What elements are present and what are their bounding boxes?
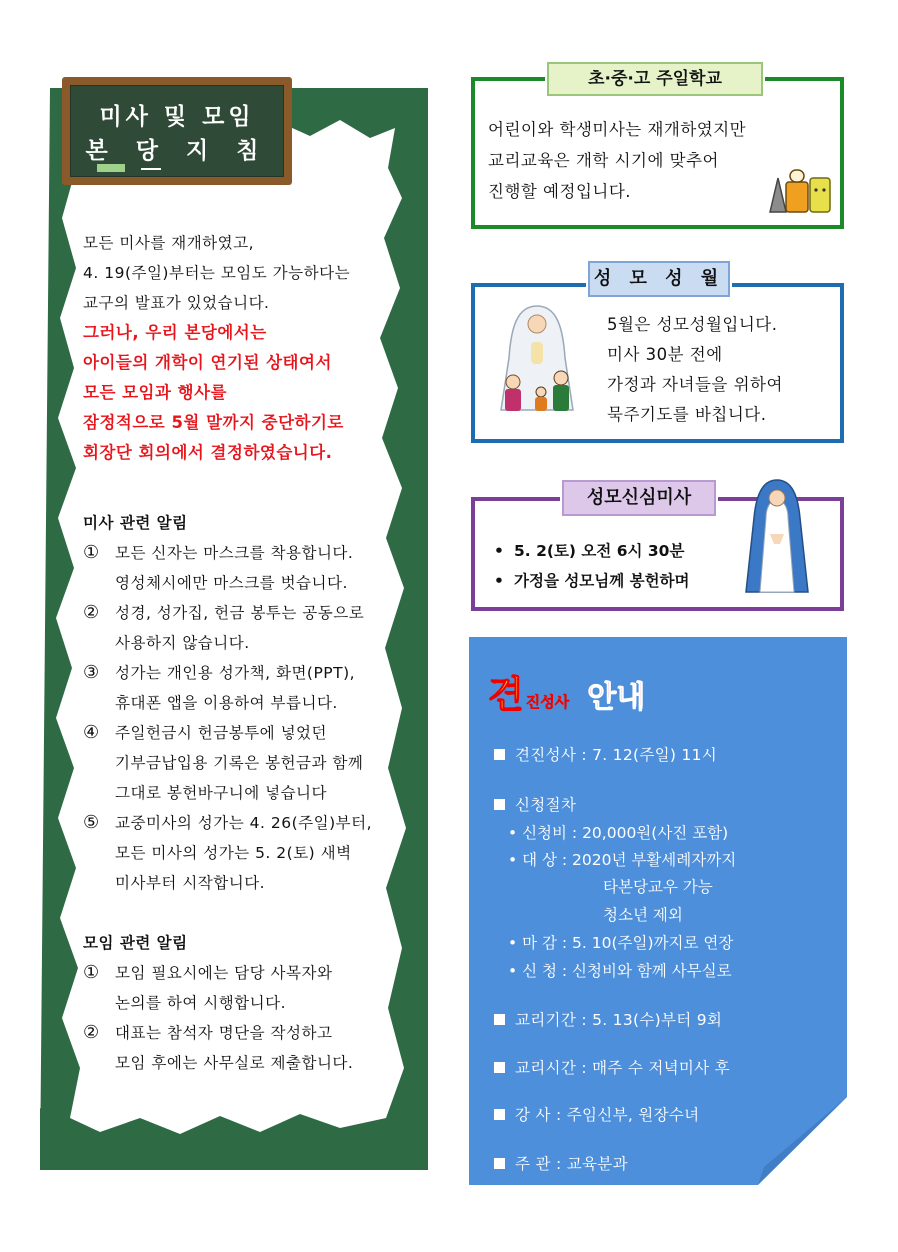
sunday-school-line: 교리교육은 개학 시기에 맞추어 bbox=[488, 151, 719, 170]
target-line: 청소년 제외 bbox=[603, 906, 683, 924]
lecturer-line bbox=[494, 1103, 699, 1125]
fee-line: • 신청비 : 20,000원(사진 포함) bbox=[508, 824, 729, 842]
bullet-icon: • bbox=[494, 542, 504, 560]
item-line: 휴대폰 앱을 이용하여 부릅니다. bbox=[115, 694, 338, 712]
devotion-mass-text bbox=[494, 536, 690, 596]
item-line: 교중미사의 성가는 4. 26(주일)부터, bbox=[115, 814, 372, 832]
item-line: 그대로 봉헌바구니에 넣습니다 bbox=[115, 784, 328, 802]
notice-line: 그러나, 우리 본당에서는 bbox=[83, 323, 267, 342]
devotion-mass-line-text: 가정을 성모님께 봉헌하며 bbox=[514, 572, 690, 590]
marian-month-tag: 성 모 성 월 bbox=[586, 259, 732, 299]
mass-section-title: 미사 관련 알림 bbox=[83, 514, 188, 532]
item-line: 모임 필요시에는 담당 사목자와 bbox=[115, 964, 333, 982]
chalkboard-title bbox=[62, 77, 292, 185]
item-number: ③ bbox=[83, 662, 100, 683]
notice-line: 아이들의 개학이 연기된 상태여서 bbox=[83, 353, 332, 372]
apply-line: • 신 청 : 신청비와 함께 사무실로 bbox=[508, 962, 732, 980]
intro-line: 교구의 발표가 있었습니다. bbox=[83, 294, 270, 312]
chalkboard-surface bbox=[70, 85, 284, 177]
item-line: 성가는 개인용 성가책, 화면(PPT), bbox=[115, 664, 356, 682]
sunday-school-line: 어린이와 학생미사는 재개하였지만 bbox=[488, 120, 747, 139]
item-line: 미사부터 시작합니다. bbox=[115, 874, 266, 892]
title-small: 진성사 bbox=[525, 693, 570, 711]
title-big: 견 bbox=[488, 673, 524, 716]
square-bullet-icon bbox=[494, 749, 505, 760]
devotion-mass-tag: 성모신심미사 bbox=[560, 478, 718, 518]
item-line: 사용하지 않습니다. bbox=[115, 634, 250, 652]
marian-month-line: 5월은 성모성월입니다. bbox=[607, 315, 778, 334]
mary-illustration bbox=[740, 474, 814, 596]
item-number: ② bbox=[83, 602, 100, 623]
time-line bbox=[494, 1056, 730, 1078]
confirmation-title bbox=[488, 664, 645, 718]
item-number: ② bbox=[83, 1022, 100, 1043]
item-number: ④ bbox=[83, 722, 100, 743]
bullet-icon: • bbox=[494, 572, 504, 590]
procedure-title bbox=[494, 793, 576, 815]
item-line: 논의를 하여 시행합니다. bbox=[115, 994, 287, 1012]
time-text: 교리시간 : 매주 수 저녁미사 후 bbox=[515, 1059, 730, 1077]
square-bullet-icon bbox=[494, 799, 505, 810]
item-number: ① bbox=[83, 542, 100, 563]
sunday-school-line: 진행할 예정입니다. bbox=[488, 182, 632, 201]
square-bullet-icon bbox=[494, 1158, 505, 1169]
item-line: 성경, 성가집, 헌금 봉투는 공동으로 bbox=[115, 604, 365, 622]
item-line: 모든 미사의 성가는 5. 2(토) 새벽 bbox=[115, 844, 352, 862]
mass-item-1 bbox=[83, 538, 413, 598]
notice-line: 모든 모임과 행사를 bbox=[83, 383, 228, 402]
item-line: 모임 후에는 사무실로 제출합니다. bbox=[115, 1054, 354, 1072]
chalk-icon bbox=[141, 168, 161, 170]
item-number: ⑤ bbox=[83, 812, 100, 833]
marian-month-line: 가정과 자녀들을 위하여 bbox=[607, 375, 783, 394]
marian-month-text bbox=[607, 310, 783, 430]
mass-item-2 bbox=[83, 598, 413, 658]
item-line: 주일헌금시 헌금봉투에 넣었던 bbox=[115, 724, 328, 742]
item-line: 모든 신자는 마스크를 착용합니다. bbox=[115, 544, 354, 562]
deadline-line: • 마 감 : 5. 10(주일)까지로 연장 bbox=[508, 934, 734, 952]
intro-line: 4. 19(주일)부터는 모임도 가능하다는 bbox=[83, 264, 351, 282]
devotion-mass-line-text: 5. 2(토) 오전 6시 30분 bbox=[514, 542, 685, 560]
confirmation-date bbox=[494, 743, 717, 765]
mary-children-illustration bbox=[487, 298, 587, 420]
mass-item-3 bbox=[83, 658, 413, 718]
title-guide: 안내 bbox=[587, 680, 646, 715]
mass-item-4 bbox=[83, 718, 413, 808]
meeting-section-title: 모임 관련 알림 bbox=[83, 934, 188, 952]
school-supplies-illustration bbox=[764, 164, 836, 216]
devotion-mass-line bbox=[494, 566, 690, 596]
board-title-line-2: 본 당 지 침 bbox=[85, 138, 269, 164]
board-title-line-1: 미사 및 모임 bbox=[99, 104, 255, 130]
notice-line: 잠정적으로 5월 말까지 중단하기로 bbox=[83, 413, 344, 432]
item-line: 대표는 참석자 명단을 작성하고 bbox=[115, 1024, 333, 1042]
marian-month-line: 미사 30분 전에 bbox=[607, 345, 723, 364]
lecturer-text: 강 사 : 주임신부, 원장수녀 bbox=[515, 1106, 700, 1124]
square-bullet-icon bbox=[494, 1014, 505, 1025]
target-line: • 대 상 : 2020년 부활세례자까지 bbox=[508, 851, 737, 869]
sunday-school-text bbox=[488, 114, 746, 207]
period-text: 교리기간 : 5. 13(수)부터 9회 bbox=[515, 1011, 723, 1029]
confirmation-date-text: 견진성사 : 7. 12(주일) 11시 bbox=[515, 746, 718, 764]
item-line: 기부금납입용 기록은 봉헌금과 함께 bbox=[115, 754, 364, 772]
procedure-title-text: 신청절차 bbox=[515, 796, 577, 814]
period-line bbox=[494, 1008, 722, 1030]
marian-month-line: 묵주기도를 바칩니다. bbox=[607, 405, 767, 424]
sunday-school-tag: 초·중·고 주일학교 bbox=[545, 60, 765, 98]
intro-line: 모든 미사를 재개하였고, bbox=[83, 234, 255, 252]
devotion-mass-line bbox=[494, 536, 690, 566]
item-number: ① bbox=[83, 962, 100, 983]
square-bullet-icon bbox=[494, 1062, 505, 1073]
meeting-item-2 bbox=[83, 1018, 413, 1078]
target-line: 타본당교우 가능 bbox=[603, 878, 713, 896]
host-line bbox=[494, 1152, 628, 1174]
notice-line: 회장단 회의에서 결정하였습니다. bbox=[83, 443, 333, 462]
mass-item-5 bbox=[83, 808, 413, 898]
guideline-content bbox=[83, 228, 413, 1078]
eraser-icon bbox=[97, 164, 125, 172]
host-text: 주 관 : 교육분과 bbox=[515, 1155, 628, 1173]
square-bullet-icon bbox=[494, 1109, 505, 1120]
item-line: 영성체시에만 마스크를 벗습니다. bbox=[115, 574, 348, 592]
page-fold-corner bbox=[758, 1097, 847, 1185]
meeting-item-1 bbox=[83, 958, 413, 1018]
